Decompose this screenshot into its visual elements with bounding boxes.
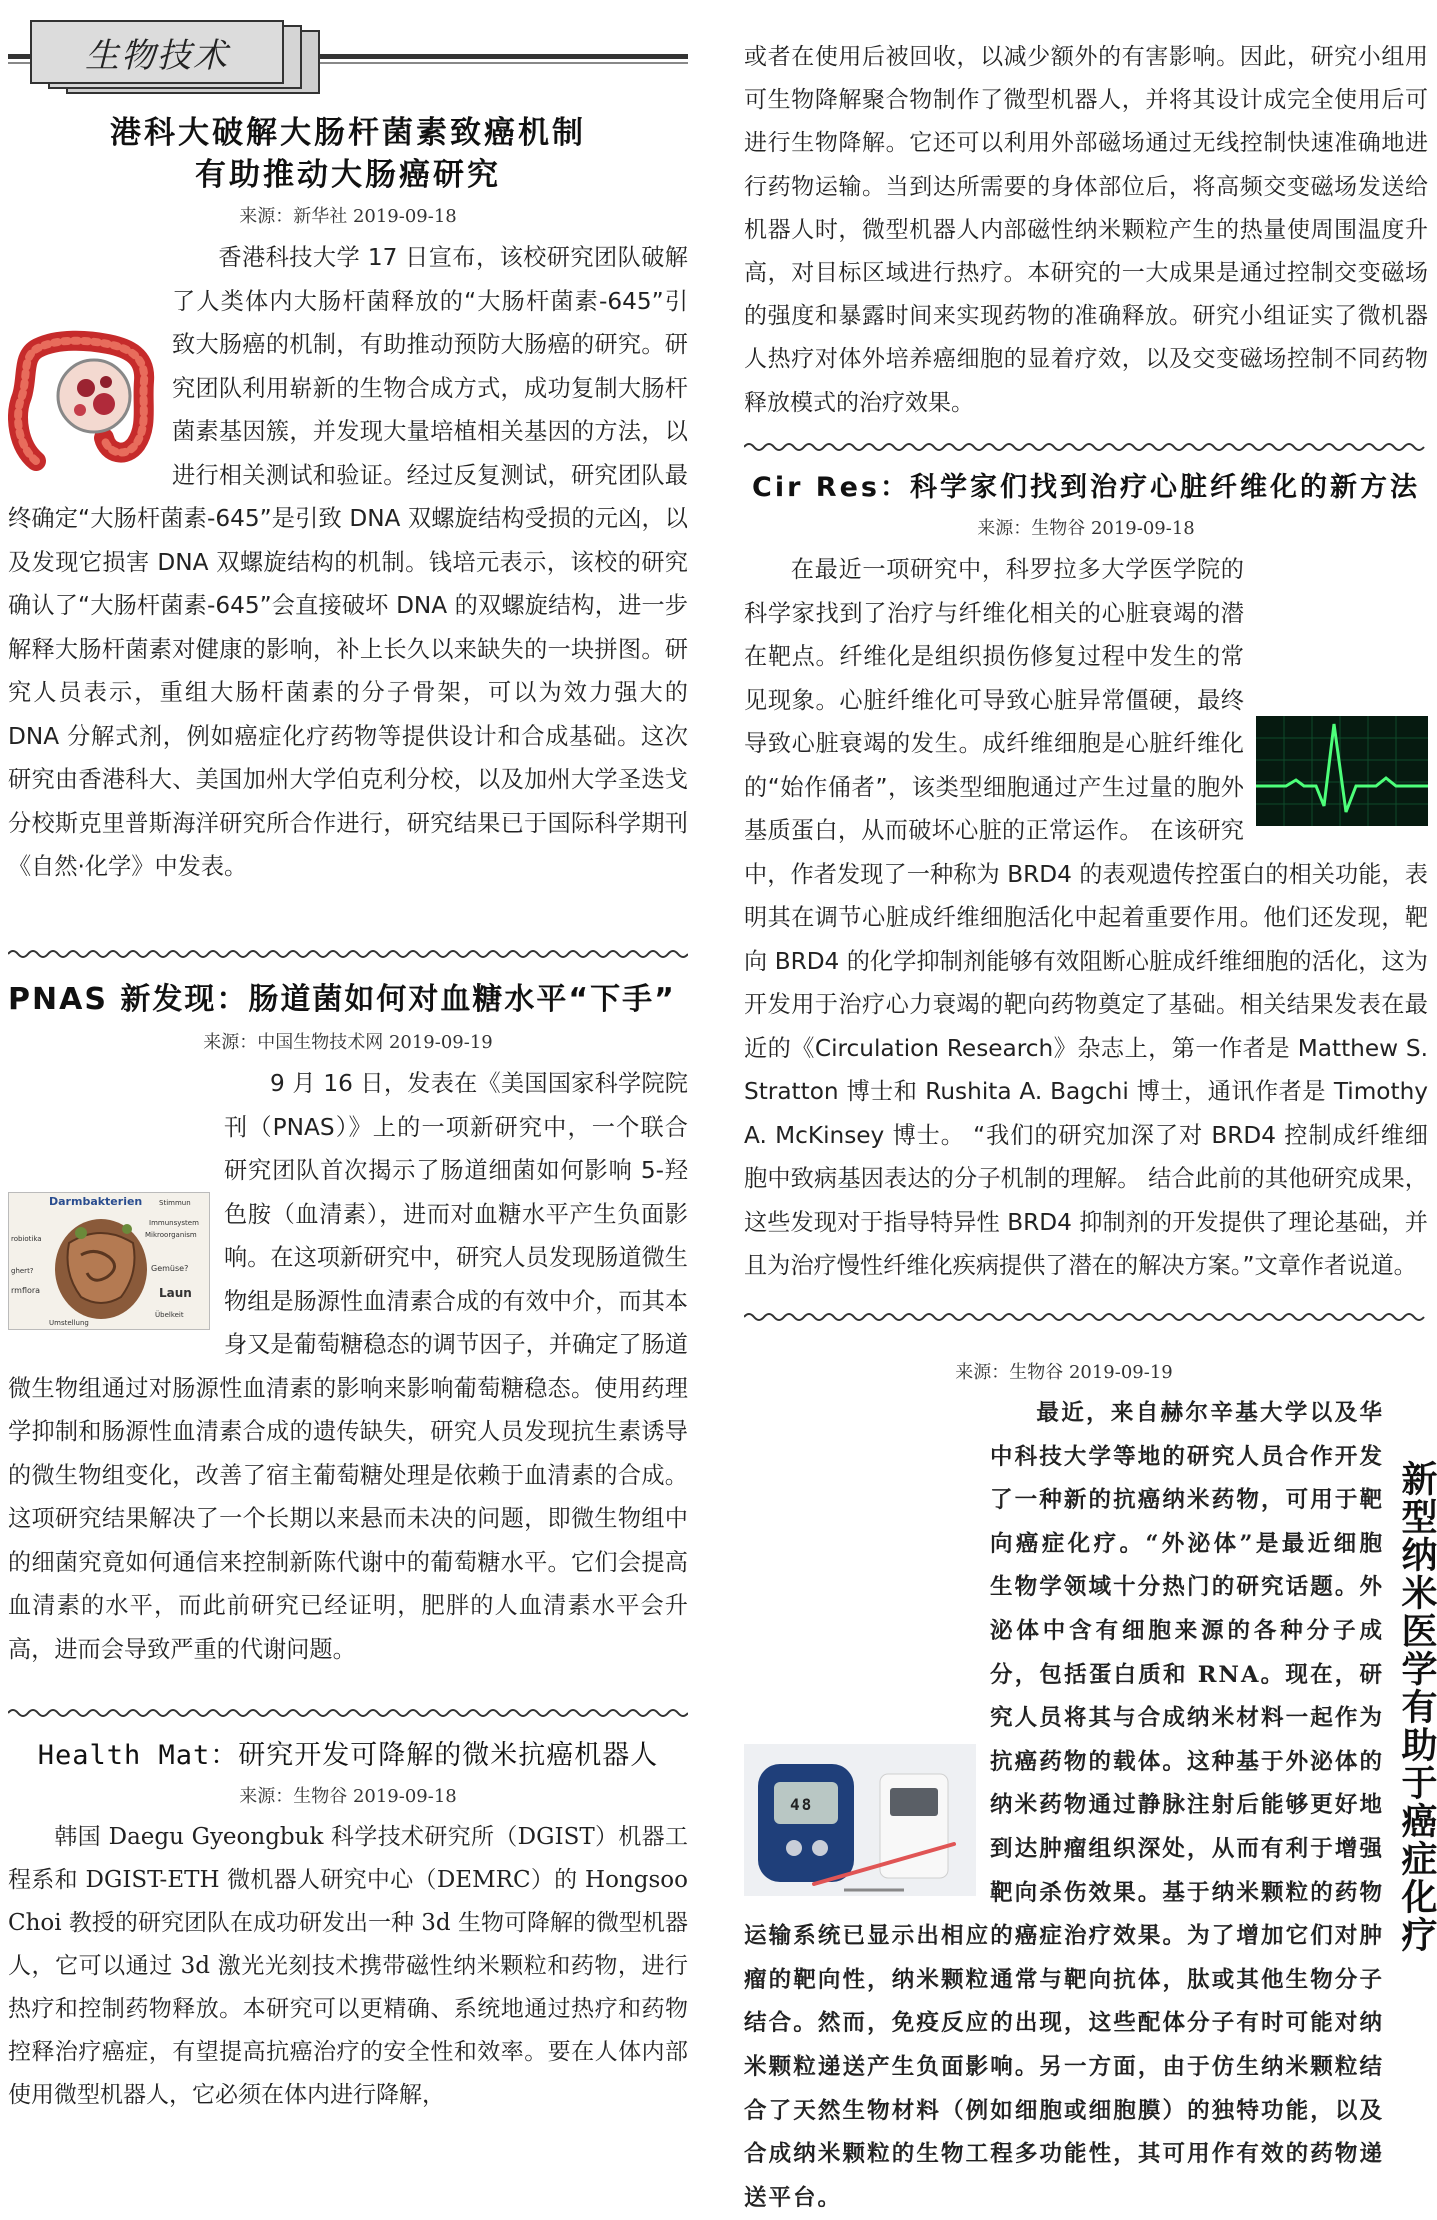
svg-text:Gemüse?: Gemüse? — [151, 1264, 189, 1273]
svg-text:Umstellung: Umstellung — [49, 1319, 89, 1327]
ecg-illustration — [1256, 716, 1428, 826]
article-body: 韩国 Daegu Gyeongbuk 科学技术研究所（DGIST）机器工程系和 DGIST-ETH 微机器人研究中心（DEMRC）的 Hongsoo Choi 教授的研究团队在成功研发出一种 3d 生物可降解的微型机器人，它可以通过 3d 激光光刻技术携带磁性纳米颗粒和药物，进行热疗和控制药物释放。本研究可以更精确、系统地通过热疗和药物控释治疗癌症，有望提高抗癌治疗的安全性和效率。要在人体内部使用微型机器人，它必须在体内进行降解， — [8, 1824, 688, 2108]
svg-text:ghert?: ghert? — [11, 1267, 34, 1275]
article-body-wrap — [8, 236, 688, 889]
svg-text:Immunsystem: Immunsystem — [149, 1219, 199, 1227]
divider — [744, 440, 1428, 454]
article-source: 来源：新华社 2019-09-18 — [239, 206, 457, 227]
glucose-meter-photo — [744, 1744, 976, 1896]
article-title: PNAS 新发现：肠道菌如何对血糖水平“下手” — [8, 982, 676, 1017]
article-pnas — [8, 978, 688, 1671]
article-title: Health Mat：研究开发可降解的微米抗癌机器人 — [37, 1740, 659, 1771]
article-title: Cir Res：科学家们找到治疗心脏纤维化的新方法 — [752, 472, 1420, 503]
article-title: 港科大破解大肠杆菌素致癌机制 — [110, 115, 586, 151]
divider — [8, 1706, 688, 1720]
article-body: 香港科技大学 17 日宣布，该校研究团队破解了人类体内大肠杆菌释放的“大肠杆菌素-645”引致大肠癌的机制，有助推动预防大肠癌的研究。研究团队利用崭新的生物合成方式，成功复制大肠杆菌素基因簇，并发现大量培植相关基因的方法，以进行相关测试和验证。经过反复测试，研究团队最终确定“大肠杆菌素-645”是引致 DNA 双螺旋结构受损的元凶，以及发现它损害 DNA 双螺旋结构的机制。钱培元表示，该校的研究确认了“大肠杆菌素-645”会直接破坏 DNA 的双螺旋结构，进一步解释大肠杆菌素对健康的影响，补上长久以来缺失的一块拼图。研究人员表示，重组大肠杆菌素的分子骨架，可以为效力强大的 DNA 分解式剂，例如癌症化疗药物等提供设计和合成基础。这次研究由香港科大、美国加州大学伯克利分校，以及加州大学圣迭戈分校斯克里普斯海洋研究所合作进行，研究结果已于国际科学期刊《自然·化学》中发表。 — [8, 244, 688, 880]
article-body-continued: 或者在使用后被回收，以减少额外的有害影响。因此，研究小组用可生物降解聚合物制作了微型机器人，并将其设计成完全使用后可进行生物降解。它还可以利用外部磁场通过无线控制快速准确地进行药物运输。当到达所需要的身体部位后，将高频交变磁场发送给机器人时，微型机器人内部磁性纳米颗粒产生的热量使周围温度升高，对目标区域进行热疗。本研究的一大成果是通过控制交变磁场的强度和暴露时间来实现药物的准确释放。研究小组证实了微机器人热疗对体外培养癌细胞的显着疗效，以及交变磁场控制不同药物释放模式的治疗效果。 — [744, 44, 1428, 416]
svg-text:Übelkeit: Übelkeit — [155, 1311, 184, 1319]
article-title-vertical: 新型纳米医学有助于癌症化疗 — [1396, 1460, 1437, 1954]
article-body-wrap — [8, 1062, 688, 1671]
divider — [744, 1310, 1428, 1324]
article-body-wrap — [744, 1392, 1384, 2220]
article-microrobot — [8, 1736, 688, 2117]
meter-reading: 48 — [790, 1795, 814, 1814]
article-body: 在最近一项研究中，科罗拉多大学医学院的科学家找到了治疗与纤维化相关的心脏衰竭的潜在靶点。纤维化是组织损伤修复过程中发生的常见现象。心脏纤维化可导致心脏异常僵硬，最终导致心脏衰竭的发生。成纤维细胞是心脏纤维化的“始作俑者”，该类型细胞通过产生过量的胞外基质蛋白，从而破坏心脏的正常运作。 在该研究中，作者发现了一种称为 BRD4 的表观遗传控蛋白的相关功能，表明其在调节心脏成纤维细胞活化中起着重要作用。他们还发现，靶向 BRD4 的化学抑制剂能够有效阻断心脏成纤维细胞的活化，这为开发用于治疗心力衰竭的靶向药物奠定了基础。相关结果发表在最近的《Circulation Research》杂志上，第一作者是 Matthew S. Stratton 博士和 Rushita A. Bagchi 博士，通讯作者是 Timothy A. McKinsey 博士。 “我们的研究加深了对 BRD4 控制成纤维细胞中致病基因表达的分子机制的理解。 结合此前的其他研究成果，这些发现对于指导特异性 BRD4 抑制剂的开发提供了理论基础，并且为治疗慢性纤维化疾病提供了潜在的解决方案。”文章作者说道。 — [744, 556, 1428, 1279]
section-label: 生物技术 — [85, 35, 229, 76]
article-source: 来源：生物谷 2019-09-19 — [955, 1362, 1173, 1383]
article-source: 来源：生物谷 2019-09-18 — [239, 1786, 457, 1807]
article-colibactin — [8, 112, 688, 889]
article-body-wrap — [744, 548, 1428, 1288]
article-cirres — [744, 468, 1428, 1288]
colon-illustration — [8, 326, 158, 476]
svg-text:Stimmun: Stimmun — [159, 1199, 191, 1207]
article-source: 来源：中国生物技术网 2019-09-19 — [203, 1032, 493, 1053]
article-body: 9 月 16 日，发表在《美国国家科学院院刊（PNAS）》上的一项新研究中，一个联合研究团队首次揭示了肠道细菌如何影响 5-羟色胺（血清素），进而对血糖水平产生负面影响。在这项新研究中，研究人员发现肠道微生物组是肠源性血清素合成的有效中介，而其本身又是葡萄糖稳态的调节因子，并确定了肠道微生物组通过对肠源性血清素的影响来影响葡萄糖稳态。使用药理学抑制和肠源性血清素合成的遗传缺失，研究人员发现抗生素诱导的微生物组变化，改善了宿主葡萄糖处理是依赖于血清素的合成。这项研究结果解决了一个长期以来悬而未决的问题，即微生物组中的细菌究竟如何通信来控制新陈代谢中的葡萄糖水平。它们会提高血清素的水平，而此前研究已经证明，肥胖的人血清素水平会升高，进而会导致严重的代谢问题。 — [8, 1070, 688, 1663]
article-source: 来源：生物谷 2019-09-18 — [977, 518, 1195, 539]
svg-text:rmflora: rmflora — [11, 1286, 41, 1295]
section-tab — [30, 20, 300, 90]
article-body: 最近，来自赫尔辛基大学以及华中科技大学等地的研究人员合作开发了一种新的抗癌纳米药物，可用于靶向癌症化疗。“外泌体”是最近细胞生物学领域十分热门的研究话题。外泌体中含有细胞来源的各种分子成分，包括蛋白质和 RNA。现在，研究人员将其与合成纳米材料一起作为抗癌药物的载体。这种基于外泌体的纳米药物通过静脉注射后能够更好地到达肿瘤组织深处，从而有利于增强靶向杀伤效果。基于纳米颗粒的药物运输系统已显示出相应的癌症治疗效果。为了增加它们对肿瘤的靶向性，纳米颗粒通常与靶向抗体，肽或其他生物分子结合。然而，免疫反应的出现，这些配体分子有时可能对纳米颗粒递送产生负面影响。另一方面，由于仿生纳米颗粒结合了天然生物材料（例如细胞或细胞膜）的独特功能，以及合成纳米颗粒的生物工程多功能性，其可用作有效的药物递送平台。 — [744, 1400, 1384, 2211]
gut-bacteria-illustration — [8, 1192, 210, 1330]
svg-text:Darmbakterien: Darmbakterien — [49, 1195, 143, 1208]
svg-text:robiotika: robiotika — [11, 1235, 42, 1243]
section-header — [8, 20, 688, 86]
article-nanomedicine — [744, 1352, 1384, 2220]
article-title-line2: 有助推动大肠癌研究 — [195, 157, 501, 193]
svg-text:Mikroorganism: Mikroorganism — [145, 1231, 197, 1239]
svg-text:Laun: Laun — [159, 1286, 192, 1300]
divider — [8, 947, 688, 961]
